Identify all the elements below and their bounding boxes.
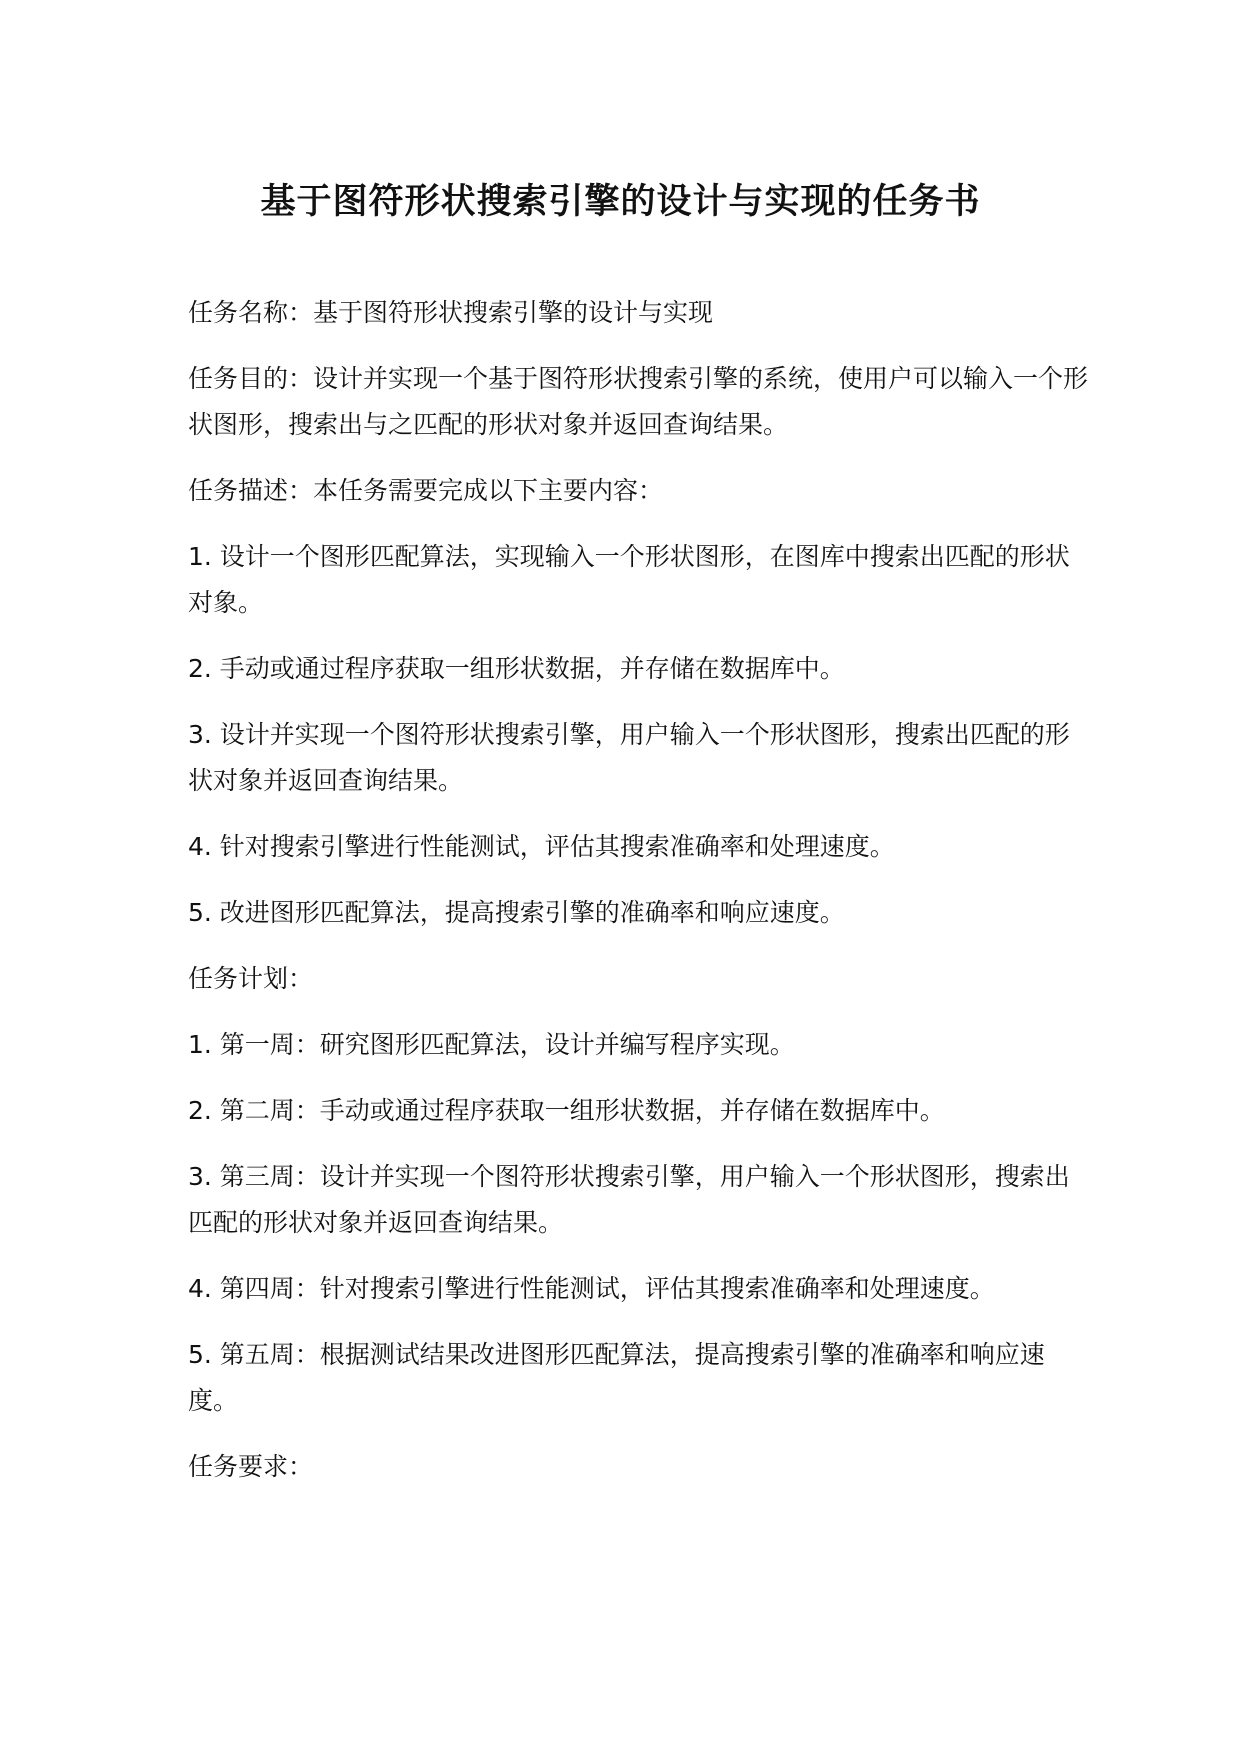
description-item-4: 4. 针对搜索引擎进行性能测试，评估其搜索准确率和处理速度。 <box>188 832 895 861</box>
task-name-paragraph: 任务名称：基于图符形状搜索引擎的设计与实现 <box>188 298 714 327</box>
document-body <box>188 290 1088 1510</box>
description-item-5: 5. 改进图形匹配算法，提高搜索引擎的准确率和响应速度。 <box>188 898 845 927</box>
description-item-2: 2. 手动或通过程序获取一组形状数据，并存储在数据库中。 <box>188 654 845 683</box>
task-requirements-heading: 任务要求： <box>188 1452 314 1481</box>
description-item-1: 1. 设计一个图形匹配算法，实现输入一个形状图形，在图库中搜索出匹配的形状对象。 <box>188 542 1070 617</box>
task-plan-heading: 任务计划： <box>188 964 314 993</box>
description-item-3: 3. 设计并实现一个图符形状搜索引擎，用户输入一个形状图形，搜索出匹配的形状对象并返回查询结果。 <box>188 720 1070 795</box>
plan-item-week-1: 1. 第一周：研究图形匹配算法，设计并编写程序实现。 <box>188 1030 795 1059</box>
plan-item-week-2: 2. 第二周：手动或通过程序获取一组形状数据，并存储在数据库中。 <box>188 1096 945 1125</box>
task-purpose-paragraph: 任务目的：设计并实现一个基于图符形状搜索引擎的系统，使用户可以输入一个形状图形，搜索出与之匹配的形状对象并返回查询结果。 <box>188 364 1089 439</box>
plan-item-week-5: 5. 第五周：根据测试结果改进图形匹配算法，提高搜索引擎的准确率和响应速度。 <box>188 1340 1045 1415</box>
task-description-heading: 任务描述：本任务需要完成以下主要内容： <box>188 476 664 505</box>
plan-item-week-3: 3. 第三周：设计并实现一个图符形状搜索引擎，用户输入一个形状图形，搜索出匹配的形状对象并返回查询结果。 <box>188 1162 1070 1237</box>
plan-item-week-4: 4. 第四周：针对搜索引擎进行性能测试，评估其搜索准确率和处理速度。 <box>188 1274 995 1303</box>
document-title: 基于图符形状搜索引擎的设计与实现的任务书 <box>260 182 981 222</box>
